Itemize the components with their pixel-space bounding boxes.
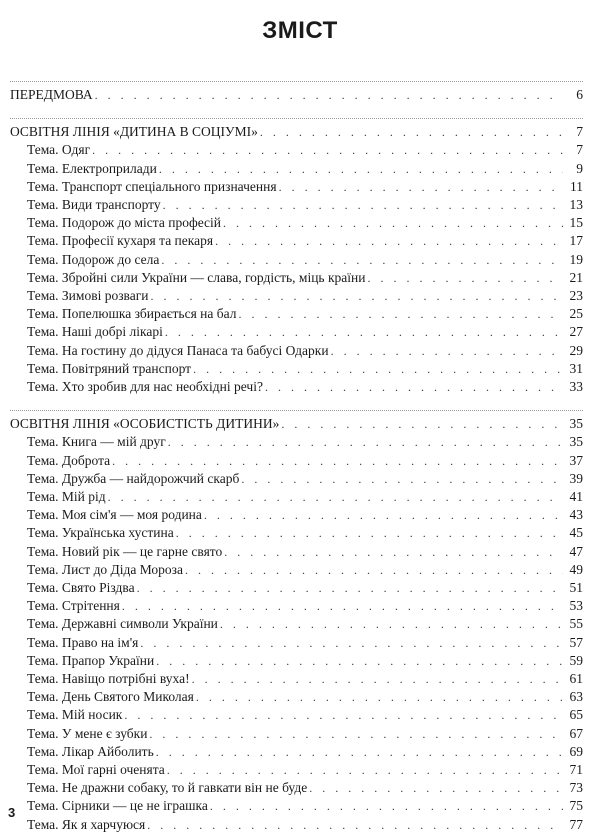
toc-entry-label: Тема. Попелюшка збирається на бал xyxy=(27,306,237,322)
toc-entry-label: Тема. Як я харчуюся xyxy=(27,816,146,832)
page-title: ЗМІСТ xyxy=(262,17,338,44)
dot-leader xyxy=(149,725,563,743)
toc-entry-page: 15 xyxy=(569,215,583,231)
toc-entry-label: Тема. Книга — мій друг xyxy=(27,434,166,450)
toc-entry-page: 25 xyxy=(569,306,583,322)
toc-section-row xyxy=(10,123,583,141)
dot-leader xyxy=(147,816,563,834)
toc-entry-label: Тема. Лист до Діда Мороза xyxy=(27,561,183,577)
toc-topic-row xyxy=(27,816,583,834)
dot-leader xyxy=(185,561,563,579)
toc-entry-page: 57 xyxy=(569,634,583,650)
toc-entry-label: Тема. Стрітення xyxy=(27,598,120,614)
toc-topic-row xyxy=(27,524,583,542)
toc-entry-page: 77 xyxy=(569,816,583,832)
toc-entry-label: Тема. Наші добрі лікарі xyxy=(27,324,163,340)
toc-entry-label: Тема. Подорож до села xyxy=(27,251,160,267)
dot-leader xyxy=(167,761,563,779)
toc-entry-page: 29 xyxy=(569,342,583,358)
dot-leader xyxy=(161,251,563,269)
dot-leader xyxy=(193,360,563,378)
dot-leader xyxy=(331,342,563,360)
toc-section-row xyxy=(10,86,583,104)
toc-entry-page: 41 xyxy=(569,489,583,504)
toc-section-row xyxy=(10,415,583,433)
toc-topic-row xyxy=(27,634,583,652)
dot-leader xyxy=(220,615,563,633)
toc-entry-page: 69 xyxy=(569,743,583,759)
toc-topic-row xyxy=(27,378,583,396)
toc-entry-label: ОСВІТНЯ ЛІНІЯ «ДИТИНА В СОЦІУМІ» xyxy=(10,124,258,140)
dot-leader xyxy=(367,269,563,287)
toc-entry-page: 61 xyxy=(569,671,583,686)
toc-entry-label: Тема. Державні символи України xyxy=(27,616,218,632)
toc-entry-page: 11 xyxy=(570,178,583,194)
toc-entry-label: Тема. Мій носик xyxy=(27,707,123,723)
toc-entry-page: 51 xyxy=(569,580,583,595)
toc-topic-row xyxy=(27,452,583,470)
toc-entry-label: Тема. Подорож до міста професій xyxy=(27,215,221,231)
toc-topic-row xyxy=(27,597,583,615)
toc-entry-page: 43 xyxy=(569,507,583,523)
dot-leader xyxy=(168,433,563,451)
toc-entry-label: Тема. Прапор України xyxy=(27,652,155,668)
toc-entry-page: 39 xyxy=(569,470,583,486)
dot-leader xyxy=(241,470,563,488)
toc-entry-label: Тема. Хто зробив для нас необхідні речі? xyxy=(27,379,263,394)
toc-topic-row xyxy=(27,761,583,779)
dot-leader xyxy=(238,305,563,323)
toc-topic-row xyxy=(27,342,583,360)
dot-leader xyxy=(95,86,563,104)
toc-topic-row xyxy=(27,160,583,178)
toc-entry-page: 53 xyxy=(569,598,583,614)
toc-entry-label: Тема. Збройні сили України — слава, гордість, міць країни xyxy=(27,269,366,285)
dot-leader xyxy=(210,797,563,815)
toc-entry-page: 7 xyxy=(576,142,583,158)
dot-leader xyxy=(122,597,563,615)
dot-leader xyxy=(150,287,563,305)
toc-topic-row xyxy=(27,269,583,287)
toc-entry-page: 9 xyxy=(576,160,583,176)
toc-entry-page: 63 xyxy=(569,689,583,705)
toc-entry-page: 6 xyxy=(576,87,583,102)
toc-topic-row xyxy=(27,506,583,524)
toc-entry-label: Тема. Навіщо потрібні вуха! xyxy=(27,671,190,686)
toc-topic-row xyxy=(27,561,583,579)
dot-leader xyxy=(140,634,563,652)
dot-leader xyxy=(204,506,563,524)
dot-leader xyxy=(124,706,563,724)
toc-entry-page: 27 xyxy=(569,324,583,340)
toc-entry-page: 19 xyxy=(569,251,583,267)
toc-entry-page: 13 xyxy=(569,197,583,212)
toc-entry-page: 71 xyxy=(569,762,583,777)
toc-entry-label: Тема. Лікар Айболить xyxy=(27,743,154,759)
toc-entry-page: 59 xyxy=(569,652,583,668)
toc-topic-row xyxy=(27,433,583,451)
toc-entry-page: 75 xyxy=(569,798,583,814)
dot-leader xyxy=(156,743,563,761)
toc-topic-row xyxy=(27,652,583,670)
toc-entry-page: 73 xyxy=(569,780,583,796)
toc-topic-row xyxy=(27,178,583,196)
dot-leader xyxy=(112,452,563,470)
toc-entry-label: Тема. Мій рід xyxy=(27,489,106,504)
toc-entry-page: 37 xyxy=(569,452,583,468)
toc-topic-row xyxy=(27,251,583,269)
toc-topic-row xyxy=(27,488,583,506)
toc-entry-label: Тема. Українська хустина xyxy=(27,525,174,541)
toc-topic-row xyxy=(27,670,583,688)
dot-leader xyxy=(224,543,563,561)
toc-topic-row xyxy=(27,323,583,341)
toc-entry-label: Тема. На гостину до дідуся Панаса та бабусі Одарки xyxy=(27,342,329,358)
toc-entry-label: Тема. Новий рік — це гарне свято xyxy=(27,543,223,559)
toc-entry-label: Тема. Моя сім'я — моя родина xyxy=(27,507,202,523)
toc-entry-label: Тема. Зимові розваги xyxy=(27,288,149,303)
toc-entry-page: 67 xyxy=(569,725,583,741)
dot-leader xyxy=(92,141,563,159)
toc-entry-page: 31 xyxy=(569,360,583,376)
toc-entry-label: Тема. Транспорт спеціального призначення xyxy=(27,178,277,194)
dot-leader xyxy=(309,779,563,797)
toc-topic-row xyxy=(27,214,583,232)
dot-leader xyxy=(279,178,563,196)
toc-topic-row xyxy=(27,287,583,305)
toc-entry-label: Тема. Право на ім'я xyxy=(27,634,139,650)
toc-topic-row xyxy=(27,470,583,488)
toc-entry-label: ОСВІТНЯ ЛІНІЯ «ОСОБИСТІСТЬ ДИТИНИ» xyxy=(10,416,280,432)
toc-entry-page: 7 xyxy=(576,124,583,140)
toc-entry-page: 65 xyxy=(569,707,583,723)
toc-topic-row xyxy=(27,543,583,561)
section-divider xyxy=(10,81,583,82)
toc-topic-row xyxy=(27,305,583,323)
toc-entry-label: Тема. Сірники — це не іграшка xyxy=(27,798,208,814)
toc-topic-row xyxy=(27,579,583,597)
toc-entry-page: 33 xyxy=(569,379,583,394)
dot-leader xyxy=(260,123,563,141)
dot-leader xyxy=(156,652,563,670)
toc-topic-row xyxy=(27,196,583,214)
toc-entry-page: 47 xyxy=(569,543,583,559)
toc-entry-label: Тема. Мої гарні оченята xyxy=(27,762,165,777)
toc-entry-page: 35 xyxy=(569,434,583,450)
dot-leader xyxy=(192,670,563,688)
dot-leader xyxy=(223,214,563,232)
toc-entry-page: 49 xyxy=(569,561,583,577)
section-divider xyxy=(10,410,583,411)
toc-entry-page: 45 xyxy=(569,525,583,541)
toc-topic-row xyxy=(27,725,583,743)
toc-topic-row xyxy=(27,141,583,159)
toc-entry-page: 35 xyxy=(569,416,583,432)
toc-topic-row xyxy=(27,779,583,797)
toc-entry-label: Тема. Професії кухаря та пекаря xyxy=(27,233,214,249)
toc-entry-label: ПЕРЕДМОВА xyxy=(10,87,93,102)
toc-entry-label: Тема. Свято Різдва xyxy=(27,580,135,595)
toc-topic-row xyxy=(27,743,583,761)
dot-leader xyxy=(159,160,563,178)
toc-entry-page: 55 xyxy=(569,616,583,632)
dot-leader xyxy=(108,488,563,506)
toc-entry-label: Тема. Електроприлади xyxy=(27,160,157,176)
toc-entry-label: Тема. День Святого Миколая xyxy=(27,689,194,705)
toc-entry-label: Тема. Види транспорту xyxy=(27,197,161,212)
toc-topic-row xyxy=(27,232,583,250)
dot-leader xyxy=(163,196,563,214)
dot-leader xyxy=(137,579,563,597)
page-number: 3 xyxy=(8,805,16,820)
section-divider xyxy=(10,118,583,119)
toc-entry-page: 17 xyxy=(569,233,583,249)
dot-leader xyxy=(265,378,563,396)
toc-entry-page: 23 xyxy=(569,288,583,303)
toc-entry-label: Тема. Одяг xyxy=(27,142,91,158)
toc-topic-row xyxy=(27,360,583,378)
toc-topic-row xyxy=(27,615,583,633)
toc-entry-label: Тема. У мене є зубки xyxy=(27,725,148,741)
toc-entry-label: Тема. Дружба — найдорожчий скарб xyxy=(27,470,240,486)
toc-entry-label: Тема. Доброта xyxy=(27,452,111,468)
toc-topic-row xyxy=(27,688,583,706)
toc-entry-label: Тема. Не дражни собаку, то й гавкати він не буде xyxy=(27,780,308,796)
dot-leader xyxy=(215,232,563,250)
dot-leader xyxy=(281,415,563,433)
toc-topic-row xyxy=(27,706,583,724)
dot-leader xyxy=(165,323,563,341)
toc-entry-page: 21 xyxy=(569,269,583,285)
toc-topic-row xyxy=(27,797,583,815)
dot-leader xyxy=(196,688,563,706)
dot-leader xyxy=(176,524,563,542)
toc-entry-label: Тема. Повітряний транспорт xyxy=(27,360,192,376)
